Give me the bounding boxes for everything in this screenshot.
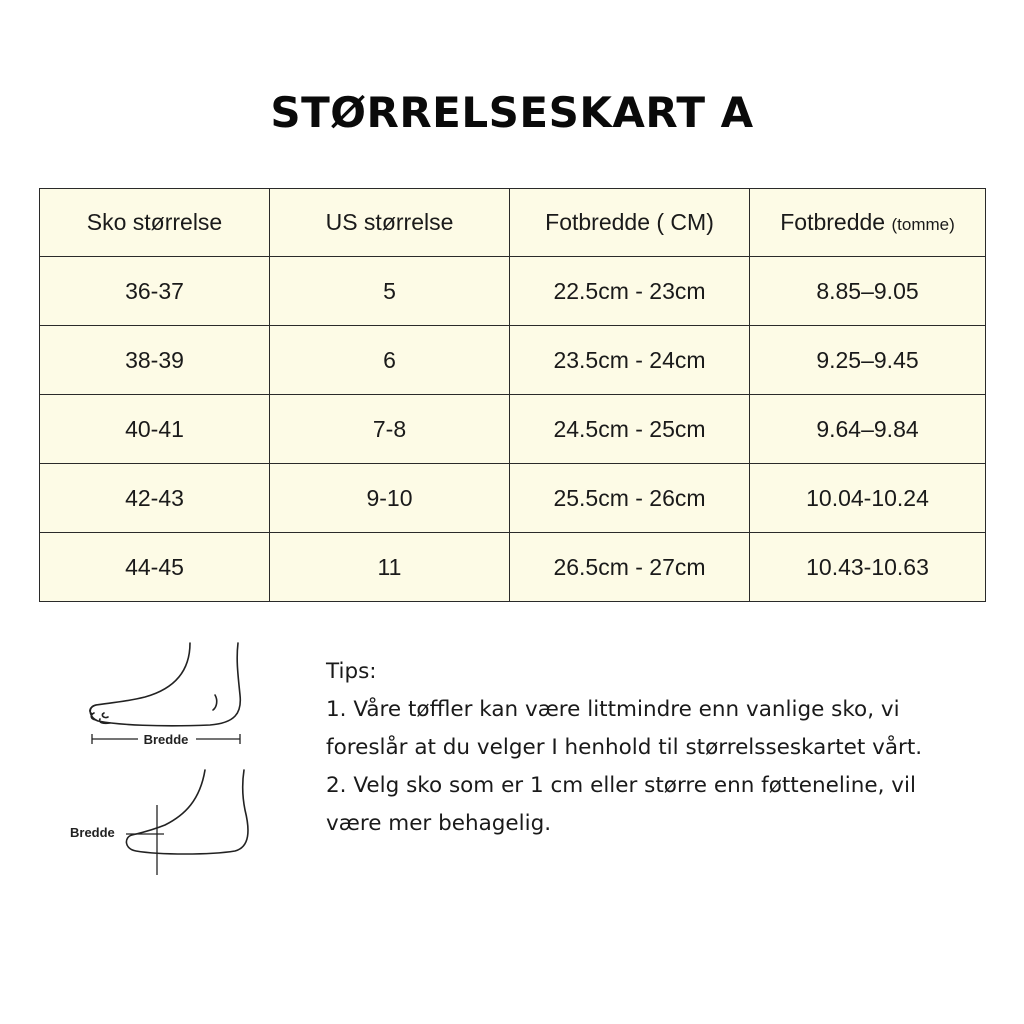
header-us-size: US størrelse	[270, 189, 510, 257]
table-row	[40, 533, 986, 602]
cell-us-size: 7-8	[270, 395, 510, 464]
cell-shoe-size: 36-37	[40, 257, 270, 326]
tips-line: være mer behagelig.	[326, 811, 552, 836]
header-width-cm: Fotbredde ( CM)	[510, 189, 750, 257]
cell-width-cm: 22.5cm - 23cm	[510, 257, 750, 326]
cell-us-size: 9-10	[270, 464, 510, 533]
tips-line: foreslår at du velger I henhold til størrelsseskartet vårt.	[326, 735, 923, 760]
cell-width-cm: 26.5cm - 27cm	[510, 533, 750, 602]
table-header-row	[40, 189, 986, 257]
size-chart-table	[39, 188, 986, 602]
cell-us-size: 6	[270, 326, 510, 395]
cell-shoe-size: 38-39	[40, 326, 270, 395]
table-row	[40, 464, 986, 533]
cell-width-inch: 9.64–9.84	[750, 395, 986, 464]
cell-width-inch: 10.43-10.63	[750, 533, 986, 602]
width-label-top: Bredde	[143, 732, 189, 747]
cell-width-cm: 23.5cm - 24cm	[510, 326, 750, 395]
header-width-inch-unit: (tomme)	[891, 215, 955, 234]
tips-section	[326, 653, 996, 843]
cell-width-cm: 24.5cm - 25cm	[510, 395, 750, 464]
cell-us-size: 5	[270, 257, 510, 326]
cell-width-inch: 10.04-10.24	[750, 464, 986, 533]
tips-line: 1. Våre tøffler kan være littmindre enn vanlige sko, vi	[326, 697, 900, 722]
cell-shoe-size: 42-43	[40, 464, 270, 533]
foot-side-view-icon	[126, 770, 248, 854]
cell-width-cm: 25.5cm - 26cm	[510, 464, 750, 533]
header-width-inch	[750, 189, 986, 257]
width-label-side: Bredde	[70, 825, 115, 840]
foot-measurement-diagram	[60, 635, 270, 885]
header-width-inch-label: Fotbredde	[780, 209, 892, 235]
table-row	[40, 395, 986, 464]
header-shoe-size: Sko størrelse	[40, 189, 270, 257]
table-row	[40, 326, 986, 395]
cell-width-inch: 9.25–9.45	[750, 326, 986, 395]
cell-shoe-size: 44-45	[40, 533, 270, 602]
foot-top-view-icon	[90, 643, 240, 726]
cell-us-size: 11	[270, 533, 510, 602]
cell-width-inch: 8.85–9.05	[750, 257, 986, 326]
page-title: STØRRELSESKART A	[270, 88, 754, 137]
cell-shoe-size: 40-41	[40, 395, 270, 464]
width-measure-line-side	[126, 805, 164, 875]
table-row	[40, 257, 986, 326]
tips-line: 2. Velg sko som er 1 cm eller større enn føtteneline, vil	[326, 773, 916, 798]
tips-heading: Tips:	[326, 659, 377, 684]
